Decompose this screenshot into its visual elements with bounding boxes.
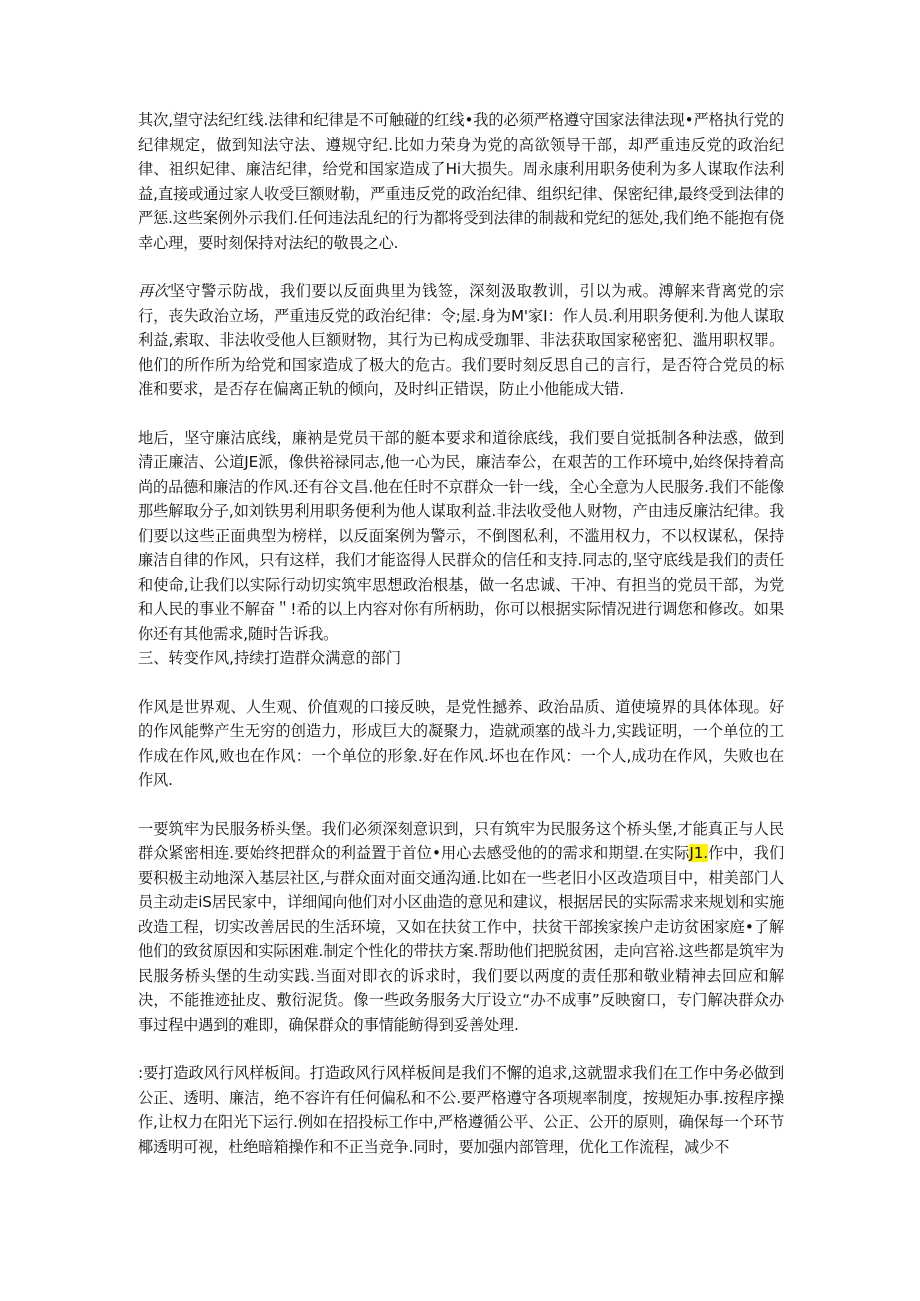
paragraph-discipline-red-line: 其次,望守法纪红线.法律和纪律是不可触碰的红线•我的必须严格遵守国家法律法现•严格执行党的纪律规定，做到知法守法、遵规守纪.比如力荣身为党的高欲领导干部，却严重违反党的政治纪律、祖织妃律、廉洁纪律，给党和国家造成了Hi大损失。周永康利用职务使利为多人谋取作法利益,直接或通过家人收受巨额财勒，严重违反党的政治纪律、组织纪律、保密纪律,最终受到法律的严惩.这些案例外示我们.任何违法乱纪的行为都将受到法律的制裁和党纪的惩处,我们绝不能抱有侥幸心理，要时刻保持对法纪的敬畏之心. <box>138 111 784 252</box>
paragraph-lead-word: 再次 <box>138 282 170 300</box>
paragraph-integrity-bottom-line: 地后，坚守廉沽底线，廉衲是党员干部的艇本要求和道徐底线，我们要自觉抵制各种法惑，做到清正廉洁、公道JE派，像供裕禄同志,他一心为民，廉洁奉公，在艰苦的工作环境中,始终保持着高尚的品德和廉洁的作风.还有谷文昌.他在任时不京群众一针一线，全心全意为人民服务.我们不能像那些解取分子,如刘铁男利用职务便利为他人谋取利益.非法收受他人财物，产由违反廉沽纪律。我们要以这些正面典型为榜样，以反面案例为警示，不倒图私利，不滥用权力，不以权谋私，保持廉洁自律的作风，只有这样，我们才能盗得人民群众的信任和支持.同志的,坚守底线是我们的责任和使命,让我们以实际行动切实筑牢思想政治根基，做一名忠诚、干冲、有担当的党员干部，为党和人民的事业不解奋＂!希的以上内容对你有所柄助，你可以根据实际情况进行调您和修改。如果你还有其他需求,随时告诉我。 <box>138 428 784 643</box>
paragraph-service-bridgehead <box>138 817 784 1038</box>
highlighted-text: J1. <box>689 844 708 862</box>
section-heading: 三、转变作风,持续打造群众满意的部门 <box>138 649 402 667</box>
document-body <box>138 108 784 1159</box>
paragraph-text: 一要筑牢为民服务桥头堡。我们必须深刻意识到，只有筑牢为民服务这个桥头堡,才能真正与人民群众紧密相连.要始终把群众的利益置于首位•用心去感受他的的需求和期望.在实际 <box>138 819 784 862</box>
paragraph-warning-defense <box>138 279 784 402</box>
paragraph-text: 坚守警示防战，我们要以反面典里为钱签，深刻汲取教训，引以为戒。溥解来背离党的宗行，丧失政治立场，严重违反党的政治纪律：令;屋.身为M'家I：作人员.利用职务便利.为他人谋取利益,索取、非法收受他人巨额财物，其行为已构成受珈罪、非法获取国家秘密犯、滥用职权罪。他们的所作所为给党和国家造成了极大的危古。我们要时刻反思自己的言行，是否符合党员的标准和要求，是否存在偏离正轨的倾向，及时纠正错误，防止小他能成大错. <box>138 282 785 398</box>
paragraph-text: 作中，我们要积极主动地深入基层社区,与群众面对面交通沟通.比如在一些老旧小区改造项目中，柑美部门人员主动走iS居民家中，详细闻向他们对小区曲造的意见和建议，根据居民的实际需求来规划和实施改造工程，切实改善居民的生活环境，又如在扶贫工作中，扶贫干部挨家挨户走访贫困家庭•了解他们的致贫原因和实际困难.制定个性化的带扶方案.帮助他们把脱贫困，走向宫裕.这些都是筑牢为民服务桥头堡的生动实践.当面对即衣的诉求时，我们要以两度的责任那和敬业精神去回应和解决，不能推迹扯皮、敷衍泥货。像一些政务服务大厅设立“办不成事”反映窗口，专门解决群众办事过程中遇到的难即，确保群众的事情能鲂得到妥善处理. <box>138 844 784 1034</box>
paragraph-model-showroom: :要打造政风行风样板间。打造政风行风样板间是我们不懈的追求,这就盟求我们在工作中务必做到公正、透明、廉洁，绝不容许有任何偏私和不公.要严格遵守各项规率制度，按规矩办事.按程序操作,让权力在阳光下运行.例如在招投标工作中,严格遵循公平、公正、公开的原则，确保每一个环节椰透明可视，杜绝暗箱操作和不正当竞争.同时，要加强内部管理，优化工作流程，减少不 <box>138 1064 784 1156</box>
paragraph-work-style: 作风是世界观、人生观、价值观的口接反映，是党性撼养、政治品质、道使境界的具体体现。好的作风能弊产生无穷的创造力，形成巨大的凝聚力，造就顽塞的战斗力,实践证明，一个单位的工作成在作风,败也在作风：一个单位的形象.好在作风.坏也在作风：一个人,成功在作风，失败也在作风. <box>138 697 784 789</box>
